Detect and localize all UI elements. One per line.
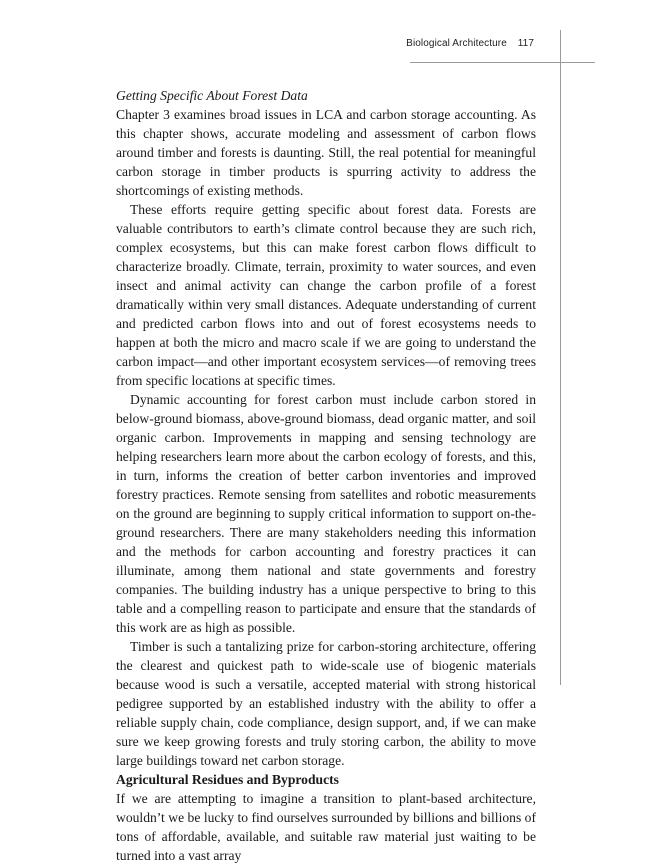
paragraph: Dynamic accounting for forest carbon must include carbon stored in below-ground biomass, above-ground biomass, dead organic matter, and soil organic carbon. Improvements in mapping and sensing technology are helping researchers learn more about the carbon ecology of forests, and this, in turn, informs the creation of better carbon inventories and improved forestry practices. Remote sensing from satellites and robotic measurements on the ground are beginning to supply critical information to support on-the-ground researchers. There are many stakeholders needing this information and the methods for carbon accounting and forestry practices it can illuminate, among them national and state governments and forestry companies. The building industry has a unique perspective to bring to this table and a compelling reason to participate and ensure that the standards of this work are as high as possible. — [116, 392, 536, 635]
section-heading-agricultural-residues: Agricultural Residues and Byproducts — [116, 772, 339, 787]
running-head — [406, 38, 534, 49]
paragraph: If we are attempting to imagine a transition to plant-based architecture, wouldn’t we be lucky to find ourselves surrounded by billions and billions of tons of affordable, available, and suitable raw material just waiting to be turned into a vast array — [116, 791, 536, 863]
paragraph: Chapter 3 examines broad issues in LCA and carbon storage accounting. As this chapter shows, accurate modeling and assessment of carbon flows around timber and forests is daunting. Still, the real potential for meaningful carbon storage in timber products is spurring activity to address the shortcomings of existing methods. — [116, 107, 536, 198]
margin-rule-vertical — [560, 30, 561, 685]
section-heading-forest-data: Getting Specific About Forest Data — [116, 88, 308, 103]
paragraph: These efforts require getting specific about forest data. Forests are valuable contributors to earth’s climate control because they are such rich, complex ecosystems, but this can make forest carbon flows difficult to characterize broadly. Climate, terrain, proximity to water sources, and even insect and animal activity can change the carbon profile of a forest dramatically within very small distances. Adequate understanding of current and predicted carbon flows into and out of forest ecosystems needs to happen at both the micro and macro scale if we are going to understand the carbon impact—and other important ecosystem services—of removing trees from specific locations at specific times. — [116, 202, 536, 388]
body-text — [116, 86, 536, 865]
page-number: 117 — [517, 38, 534, 49]
paragraph: Timber is such a tantalizing prize for carbon-storing architecture, offering the clearest and quickest path to wide-scale use of biogenic materials because wood is such a versatile, accepted material with strong historical pedigree supported by an established industry with the ability to offer a reliable supply chain, code compliance, design support, and, if we can make sure we keep growing forests and truly storing carbon, the ability to move large buildings toward net carbon storage. — [116, 639, 536, 768]
header-rule-horizontal — [410, 62, 595, 63]
running-head-title: Biological Architecture — [406, 38, 507, 49]
